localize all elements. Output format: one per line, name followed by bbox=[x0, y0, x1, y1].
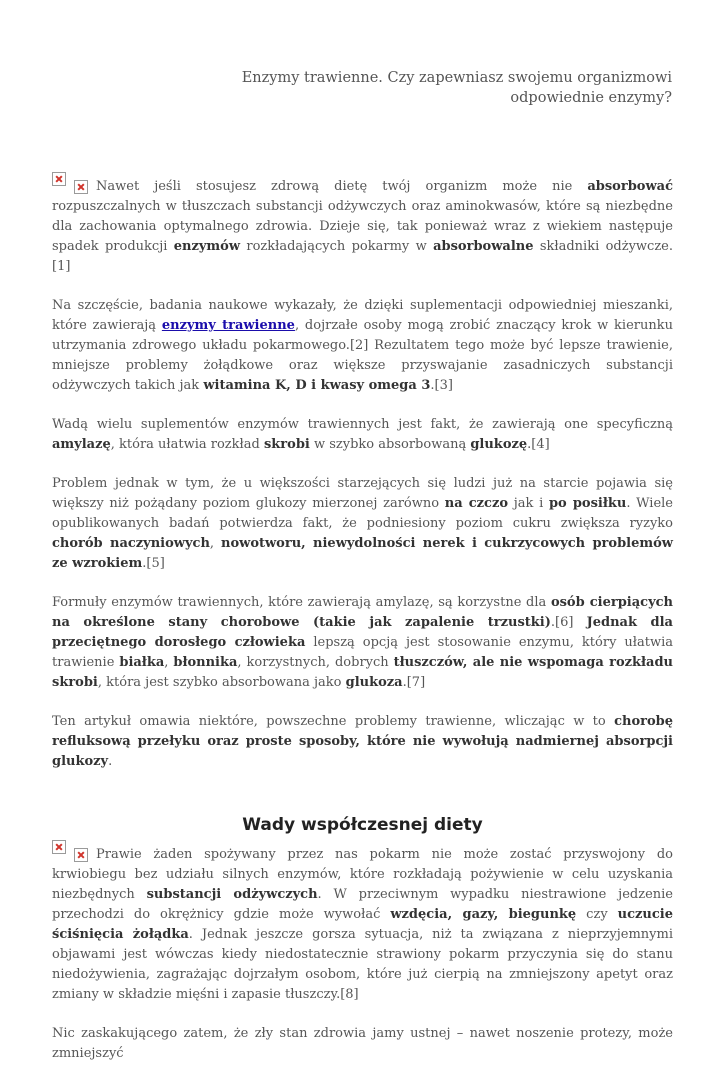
bold-term: skrobi bbox=[263, 437, 310, 452]
bold-term: białka bbox=[119, 655, 165, 670]
broken-image-icon bbox=[74, 848, 88, 862]
broken-image-icon bbox=[52, 172, 66, 186]
bold-term: chorobę refluksową przełyku oraz proste sposoby, które nie wywołują nadmiernej absorpcji glukozy bbox=[52, 714, 673, 769]
text-run: składniki odżywcze.[1] bbox=[52, 239, 674, 274]
text-run: , która ułatwia rozkład bbox=[110, 437, 264, 452]
text-run: czy bbox=[576, 907, 618, 922]
bold-term: tłuszczów, bbox=[393, 655, 473, 670]
text-run: Wadą wielu suplementów enzymów trawiennych jest fakt, że zawierają one specyficzną bbox=[52, 417, 673, 432]
article-body bbox=[52, 172, 673, 1083]
bold-term: osób cierpiących na określone stany chorobowe (takie jak zapalenie trzustki) bbox=[52, 595, 673, 630]
bold-term: wzdęcia, gazy, biegunkę bbox=[390, 907, 577, 922]
text-run: . W przeciwnym wypadku niestrawione jedzenie przechodzi do okrężnicy gdzie może wywołać bbox=[52, 887, 673, 922]
text-run: Nawet jeśli stosujesz zdrową dietę twój organizm może nie bbox=[96, 179, 588, 194]
text-run: .[5] bbox=[142, 556, 165, 571]
text-run: Problem jednak w tym, że u większości starzejących się ludzi już na starcie pojawia się większy niż pożądany poziom glukozy mierzonej zarówno bbox=[52, 476, 673, 511]
text-run: .[3] bbox=[430, 378, 453, 393]
bold-term: błonnika bbox=[173, 655, 238, 670]
section-heading: Wady współczesnej diety bbox=[242, 815, 483, 835]
text-run: jak i bbox=[508, 496, 549, 511]
paragraph-research bbox=[52, 296, 673, 396]
bold-term: uczucie ściśnięcia żołądka bbox=[52, 907, 673, 942]
text-run: , bbox=[164, 655, 174, 670]
bold-term: skrobi bbox=[52, 675, 98, 690]
document-title: Enzymy trawienne. Czy zapewniasz swojemu organizmowi odpowiednie enzymy? bbox=[241, 70, 672, 106]
text-run: Ten artykuł omawia niektóre, powszechne problemy trawienne, wliczając w to bbox=[52, 714, 615, 729]
text-run: . bbox=[108, 754, 113, 769]
bold-term: nowotworu, niewydolności nerek i cukrzycowych problemów ze wzrokiem bbox=[52, 536, 673, 571]
broken-image-icon bbox=[52, 840, 66, 854]
bold-term: Jednak dla przeciętnego dorosłego człowieka bbox=[52, 615, 673, 650]
text-run: .[4] bbox=[527, 437, 550, 452]
text-run: Prawie żaden spożywany przez nas pokarm nie może zostać przyswojony do krwiobiegu bez udziału silnych enzymów, które rozkładają pożywienie w celu uzyskania niezbędnych bbox=[52, 847, 673, 902]
paragraph-amylase bbox=[52, 415, 673, 455]
bold-term: glukozę bbox=[470, 437, 528, 452]
paragraph-modern-diet bbox=[52, 840, 673, 1005]
bold-term: po posiłku bbox=[548, 496, 627, 511]
bold-term: glukoza bbox=[345, 675, 403, 690]
text-run: Na szczęście, badania naukowe wykazały, że dzięki suplementacji odpowiedniej mieszanki, które zawierają bbox=[52, 298, 673, 333]
bold-term: ale nie wspomaga rozkładu bbox=[472, 655, 674, 670]
text-run: , dojrzałe osoby mogą zrobić znaczący krok w kierunku utrzymania zdrowego układu pokarmowego.[2] Rezultatem tego może być lepsze trawienie, mniejsze problemy żołądkowe oraz większe przyswajanie zasadniczych substancji odżywczych takich jak bbox=[52, 318, 673, 393]
text-run: , która jest szybko absorbowana jako bbox=[97, 675, 346, 690]
bold-term: chorób naczyniowych bbox=[52, 536, 210, 551]
bold-term: absorbowalne bbox=[433, 239, 534, 254]
paragraph-formulas bbox=[52, 593, 673, 693]
text-run: lepszą opcją jest stosowanie enzymu, który ułatwia trawienie bbox=[52, 635, 673, 670]
bold-term: na czczo bbox=[444, 496, 509, 511]
paragraph-glucose-problem bbox=[52, 474, 673, 574]
paragraph-article-scope bbox=[52, 712, 673, 772]
text-run: . Jednak jeszcze gorsza sytuacja, niż ta związana z nieprzyjemnymi objawami jest wówczas kiedy niedostatecznie strawiony pokarm przyczynia się do stanu niedożywienia, zagrażając dojrzałym osobom, które już cierpią na zmniejszony apetyt oraz zmiany w składzie mięśni i zapasie tłuszczy.[8] bbox=[52, 927, 673, 1002]
bold-term: amylazę bbox=[52, 437, 111, 452]
text-run: , bbox=[209, 536, 221, 551]
text-run: rozkładających pokarmy w bbox=[240, 239, 434, 254]
text-run: w szybko absorbowaną bbox=[309, 437, 471, 452]
text-run: Nic zaskakującego zatem, że zły stan zdrowia jamy ustnej – nawet noszenie protezy, może zmniejszyć bbox=[52, 1026, 673, 1061]
text-run: rozpuszczalnych w tłuszczach substancji odżywczych oraz aminokwasów, które są niezbędne dla zachowania optymalnego zdrowia. Dzieje się, tak ponieważ wraz z wiekiem następuje spadek produkcji bbox=[52, 199, 673, 254]
bold-term: absorbować bbox=[587, 179, 673, 194]
bold-term: substancji odżywczych bbox=[146, 887, 318, 902]
text-run: Formuły enzymów trawiennych, które zawierają amylazę, są korzystne dla bbox=[52, 595, 551, 610]
bold-term: enzymów bbox=[173, 239, 241, 254]
broken-image-icon bbox=[74, 180, 88, 194]
paragraph-oral-health bbox=[52, 1024, 673, 1064]
paragraph-intro bbox=[52, 172, 673, 277]
text-run: , korzystnych, dobrych bbox=[237, 655, 394, 670]
enzymy-trawienne-link[interactable]: enzymy trawienne bbox=[161, 318, 295, 333]
bold-term: witamina K, D i kwasy omega 3 bbox=[203, 378, 431, 393]
text-run: . Wiele opublikowanych badań potwierdza fakt, że podniesiony poziom cukru zwiększa ryzyko bbox=[52, 496, 673, 531]
text-run: .[7] bbox=[402, 675, 426, 690]
text-run: .[6] bbox=[550, 615, 587, 630]
